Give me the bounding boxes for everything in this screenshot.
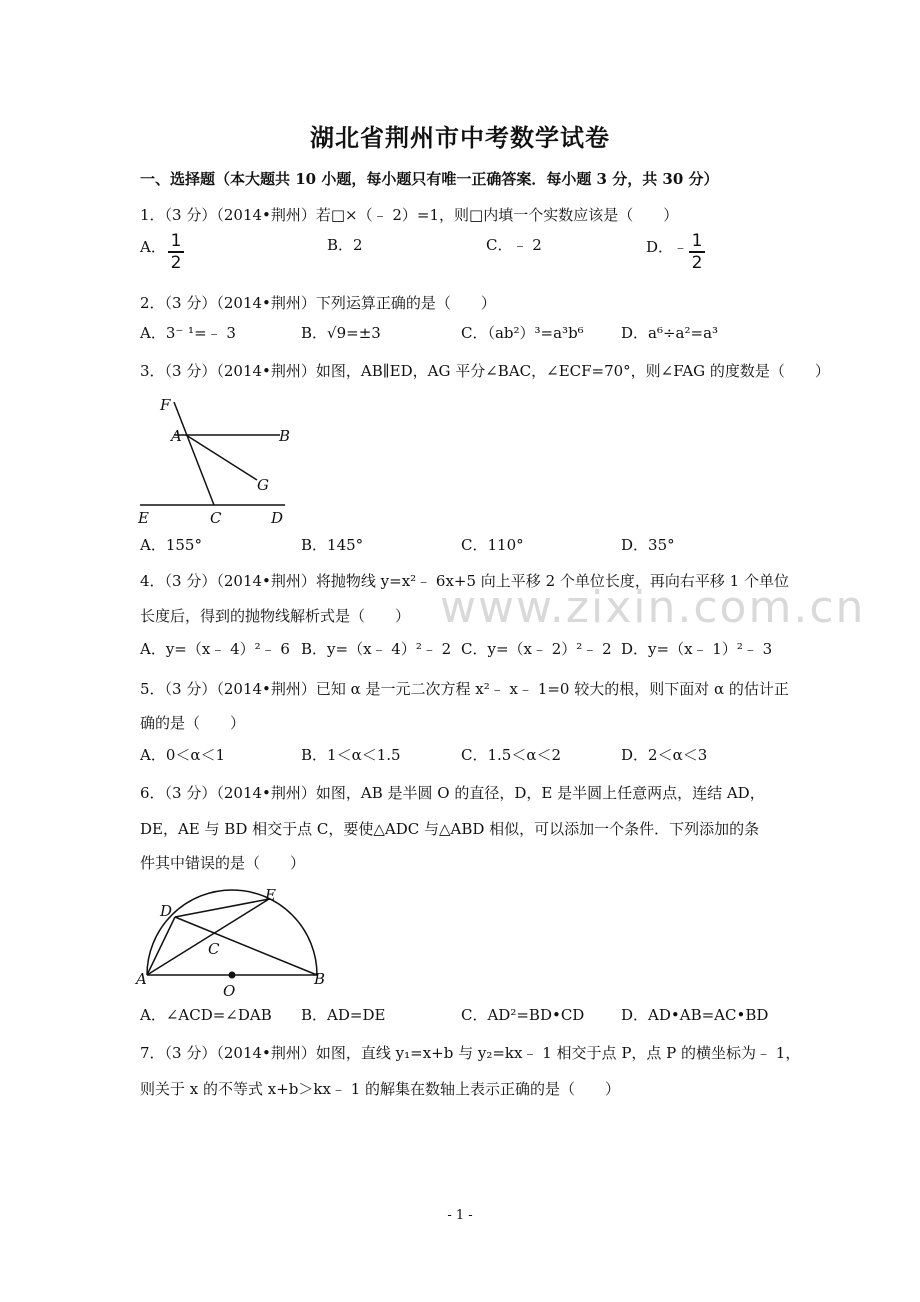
q1-option-b: B．2 (327, 236, 363, 254)
q5-option-d: D．2＜α＜3 (621, 746, 708, 764)
q4-option-a: A．y=（x﹣ 4）²﹣ 6 (140, 640, 290, 658)
q2-option-b: B．√9=±3 (301, 324, 381, 342)
page-number: - 1 - (447, 1208, 473, 1223)
question-6-stem-line-2: DE，AE 与 BD 相交于点 C，要使△ADC 与△ABD 相似，可以添加一个条件．下列添加的条 (140, 820, 760, 838)
q3-option-c: C．110° (461, 536, 524, 554)
q4-option-b: B．y=（x﹣ 4）²﹣ 2 (301, 640, 452, 658)
q3-label-g: G (257, 476, 269, 494)
q1-option-d-fraction: 1 2 (689, 232, 705, 272)
q6-label-b: B (314, 970, 326, 988)
q3-option-b: B．145° (301, 536, 364, 554)
q6-label-o: O (223, 982, 236, 1000)
question-7-stem-line-2: 则关于 x 的不等式 x+b＞kx﹣ 1 的解集在数轴上表示正确的是（ ） (140, 1080, 621, 1098)
q2-option-d: D．a⁶÷a²=a³ (621, 324, 719, 342)
question-6-stem-line-1: 6．（3 分）（2014•荆州）如图，AB 是半圆 O 的直径，D，E 是半圆上任意两点，连结 AD， (140, 784, 765, 802)
section-heading: 一、选择题（本大题共 10 小题，每小题只有唯一正确答案．每小题 3 分，共 30 分） (140, 170, 719, 188)
page-title: 湖北省荆州市中考数学试卷 (310, 124, 610, 152)
q2-option-c: C．（ab²）³=a³b⁶ (461, 324, 584, 342)
q6-label-c: C (208, 940, 220, 958)
question-2-stem: 2．（3 分）（2014•荆州）下列运算正确的是（ ） (140, 294, 496, 312)
question-6-stem-line-3: 件其中错误的是（ ） (140, 854, 306, 872)
q3-figure (130, 390, 300, 530)
q1-option-c: C．﹣ 2 (486, 236, 542, 254)
q3-label-d: D (271, 509, 284, 527)
q4-option-d: D．y=（x﹣ 1）²﹣ 3 (621, 640, 773, 658)
q3-label-a: A (171, 427, 182, 445)
q3-label-c: C (210, 509, 222, 527)
q5-option-a: A．0＜α＜1 (140, 746, 226, 764)
q1-option-a: A． (140, 238, 166, 256)
q6-figure (130, 880, 330, 1000)
q5-option-b: B．1＜α＜1.5 (301, 746, 401, 764)
question-1-stem: 1．（3 分）（2014•荆州）若□×（﹣ 2）=1，则□内填一个实数应该是（ ） (140, 206, 679, 224)
q4-option-c: C．y=（x﹣ 2）²﹣ 2 (461, 640, 612, 658)
q3-label-f: F (160, 396, 171, 414)
question-4-stem-line-2: 长度后，得到的抛物线解析式是（ ） (140, 607, 411, 625)
q6-option-d: D．AD•AB=AC•BD (621, 1006, 769, 1024)
question-5-stem-line-1: 5．（3 分）（2014•荆州）已知 α 是一元二次方程 x²﹣ x﹣ 1=0 较大的根，则下面对 α 的估计正 (140, 680, 789, 698)
question-7-stem-line-1: 7．（3 分）（2014•荆州）如图，直线 y₁=x+b 与 y₂=kx﹣ 1 相交于点 P，点 P 的横坐标为﹣ 1， (140, 1044, 801, 1062)
q3-option-d: D．35° (621, 536, 675, 554)
q5-option-c: C．1.5＜α＜2 (461, 746, 562, 764)
question-3-stem: 3．（3 分）（2014•荆州）如图，AB∥ED，AG 平分∠BAC，∠ECF=70°，则∠FAG 的度数是（ ） (140, 362, 830, 380)
q6-label-d: D (160, 902, 173, 920)
question-4-stem-line-1: 4．（3 分）（2014•荆州）将抛物线 y=x²﹣ 6x+5 向上平移 2 个单位长度，再向右平移 1 个单位 (140, 572, 789, 590)
q3-label-e: E (138, 509, 149, 527)
question-5-stem-line-2: 确的是（ ） (140, 714, 246, 732)
q6-option-a: A．∠ACD=∠DAB (140, 1006, 272, 1024)
watermark: www.zixin.com.cn (440, 582, 866, 633)
q6-option-c: C．AD²=BD•CD (461, 1006, 585, 1024)
q1-option-a-fraction: 1 2 (168, 232, 184, 272)
q6-label-e: E (265, 886, 276, 904)
q6-option-b: B．AD=DE (301, 1006, 386, 1024)
q3-option-a: A．155° (140, 536, 202, 554)
q3-label-b: B (279, 427, 291, 445)
q6-label-a: A (136, 970, 147, 988)
q2-option-a: A．3⁻ ¹=﹣ 3 (140, 324, 236, 342)
q1-option-d: D．﹣ (646, 238, 689, 256)
